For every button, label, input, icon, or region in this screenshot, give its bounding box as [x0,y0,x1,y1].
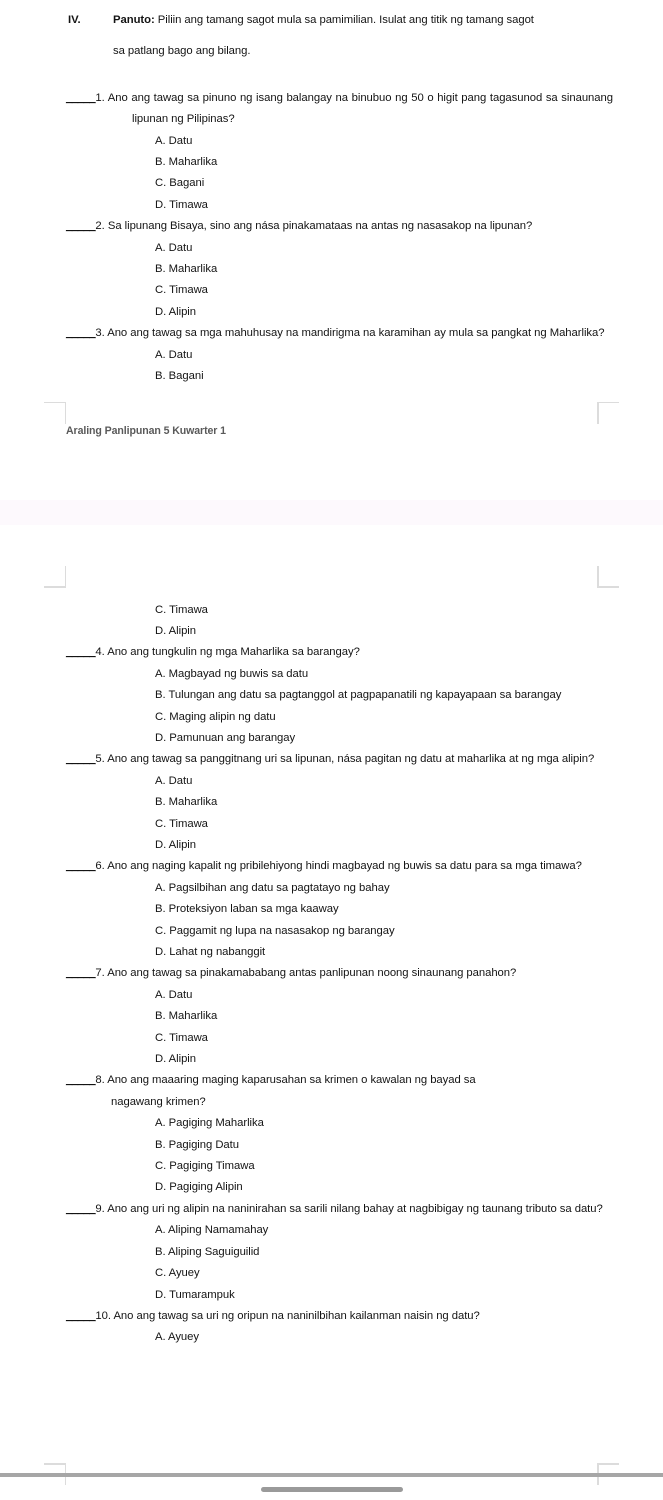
question-number: 4. [95,646,105,659]
option-item[interactable]: A. Ayuey [155,1331,199,1344]
question-number: 3. [95,327,105,340]
question-text-continued: nagawang krimen? [111,1095,206,1108]
question-text: Ano ang tawag sa uri ng oripun na naninilbihan kailanman naisin ng datu? [110,1309,480,1322]
option-item[interactable]: B. Maharlika [155,1010,218,1023]
option-item[interactable]: A. Aliping Namamahay [155,1224,269,1237]
question-item [66,216,663,237]
option-item[interactable]: B. Tulungan ang datu sa pagtanggol at pagpapanatili ng kapayapaan sa barangay [155,689,562,702]
question-list-top [0,63,663,388]
option-list [0,771,663,857]
option-item[interactable]: A. Datu [155,988,193,1001]
option-item[interactable]: D. Pagiging Alipin [155,1181,243,1194]
option-item[interactable]: C. Ayuey [155,1267,200,1280]
page-bottom-rule [0,1473,663,1477]
question-number: 5. [95,753,105,766]
option-item[interactable]: B. Maharlika [155,796,218,809]
question-text: Ano ang tungkulin ng mga Maharlika sa barangay? [104,646,360,659]
question-item [66,749,663,770]
home-indicator[interactable] [261,1487,403,1492]
page-footer-label: Araling Panlipunan 5 Kuwarter 1 [66,424,226,437]
question-text: Ano ang tawag sa panggitnang uri sa lipunan, nása pagitan ng datu at maharlika at ng mga alipin? [104,753,595,766]
option-item[interactable]: A. Pagsilbihan ang datu sa pagtatayo ng bahay [155,881,390,894]
option-item[interactable]: A. Datu [155,134,193,147]
option-list [0,131,663,217]
instructions-block [0,0,663,63]
option-item[interactable]: D. Alipin [155,624,196,637]
question-number: 2. [95,220,105,233]
option-list [0,1113,663,1199]
option-item[interactable]: B. Maharlika [155,263,218,276]
option-item[interactable]: D. Pamunuan ang barangay [155,731,296,744]
instructions-sentence: Piliin ang tamang sagot mula sa pamimilian. Isulat ang titik ng tamang sagot [154,14,534,26]
option-item[interactable]: B. Bagani [155,370,204,383]
option-list [0,345,663,388]
answer-blank[interactable]: _____ [66,220,96,233]
option-item[interactable]: D. Alipin [155,305,196,318]
crop-mark-top-right-icon [597,402,619,424]
answer-blank[interactable]: _____ [66,1074,96,1087]
question-text: Sa lipunang Bisaya, sino ang nása pinakamataas na antas ng nasasakop na lipunan? [104,220,533,233]
option-item[interactable]: D. Timawa [155,198,208,211]
question-number: 7. [95,967,105,980]
option-item[interactable]: C. Timawa [155,284,208,297]
question-number: 9. [95,1202,105,1215]
question-item [66,1306,663,1327]
option-item[interactable]: B. Maharlika [155,156,218,169]
question-item [66,1070,663,1091]
page-gap-band [0,500,663,525]
question-item [66,642,663,663]
option-item[interactable]: A. Pagiging Maharlika [155,1117,264,1130]
question-text: Ano ang tawag sa pinuno ng isang balangay na binubuo ng 50 o higit pang tagasunod sa sinaunang lipunan ng Pilipinas? [104,91,613,126]
option-item[interactable]: A. Magbayad ng buwis sa datu [155,667,309,680]
option-item[interactable]: C. Paggamit ng lupa na nasasakop ng barangay [155,924,395,937]
section-roman-numeral: IV. [68,14,81,26]
answer-blank[interactable]: _____ [66,753,96,766]
option-item[interactable]: A. Datu [155,241,193,254]
option-item[interactable]: C. Maging alipin ng datu [155,710,276,723]
question-number: 8. [95,1074,105,1087]
question-number: 10. [95,1309,111,1322]
document-page-bottom [0,600,663,1349]
page-break-zone [0,388,663,600]
question-item [66,323,663,344]
answer-blank[interactable]: _____ [66,1202,96,1215]
option-list [0,1220,663,1306]
question-text: Ano ang uri ng alipin na naninirahan sa sarili nilang bahay at nagbibigay ng taunang tributo sa datu? [104,1202,603,1215]
instructions-text [113,10,608,31]
question-item [66,1199,663,1220]
option-list [0,985,663,1071]
question-text-continued-wrapper [0,1092,663,1113]
option-list [0,664,663,750]
option-item[interactable]: D. Tumarampuk [155,1288,235,1301]
question-text: Ano ang maaaring maging kaparusahan sa krimen o kawalan ng bayad sa [104,1074,476,1087]
answer-blank[interactable]: _____ [66,1309,96,1322]
question-item [66,88,663,131]
instructions-line-2: sa patlang bago ang bilang. [113,45,251,58]
question-number: 6. [95,860,105,873]
option-list [0,600,663,643]
answer-blank[interactable]: _____ [66,646,96,659]
question-number: 1. [95,91,105,104]
option-item[interactable]: C. Timawa [155,603,208,616]
option-list [0,878,663,964]
answer-blank[interactable]: _____ [66,327,96,340]
option-item[interactable]: C. Timawa [155,1031,208,1044]
question-text: Ano ang tawag sa pinakamababang antas panlipunan noong sinaunang panahon? [104,967,517,980]
question-item [66,856,663,877]
option-item[interactable]: C. Bagani [155,177,205,190]
option-item[interactable]: A. Datu [155,348,193,361]
document-page-top [0,0,663,388]
option-item[interactable]: D. Lahat ng nabanggit [155,946,266,958]
option-item[interactable]: B. Aliping Saguiguilid [155,1245,260,1258]
crop-mark-bottom-right-icon [597,566,619,588]
question-text: Ano ang naging kapalit ng pribilehiyong hindi magbayad ng buwis sa datu para sa mga timawa? [104,860,582,873]
option-list [0,1327,663,1348]
answer-blank[interactable]: _____ [66,91,96,104]
instructions-line-1 [0,10,663,31]
option-item[interactable]: A. Datu [155,774,193,787]
panuto-label: Panuto: [113,14,155,26]
option-item[interactable]: D. Alipin [155,838,196,851]
option-item[interactable]: C. Pagiging Timawa [155,1160,255,1173]
answer-blank[interactable]: _____ [66,860,96,873]
question-text: Ano ang tawag sa mga mahuhusay na mandirigma na karamihan ay mula sa pangkat ng Maharlika? [104,327,605,340]
option-item[interactable]: C. Timawa [155,817,208,830]
option-list [0,238,663,324]
option-item[interactable]: B. Proteksiyon laban sa mga kaaway [155,903,339,916]
crop-mark-bottom-left-icon [44,566,66,588]
question-item [66,963,663,984]
option-item[interactable]: D. Alipin [155,1053,196,1066]
crop-mark-top-left-icon [44,402,66,424]
answer-blank[interactable]: _____ [66,967,96,980]
option-item[interactable]: B. Pagiging Datu [155,1138,239,1151]
